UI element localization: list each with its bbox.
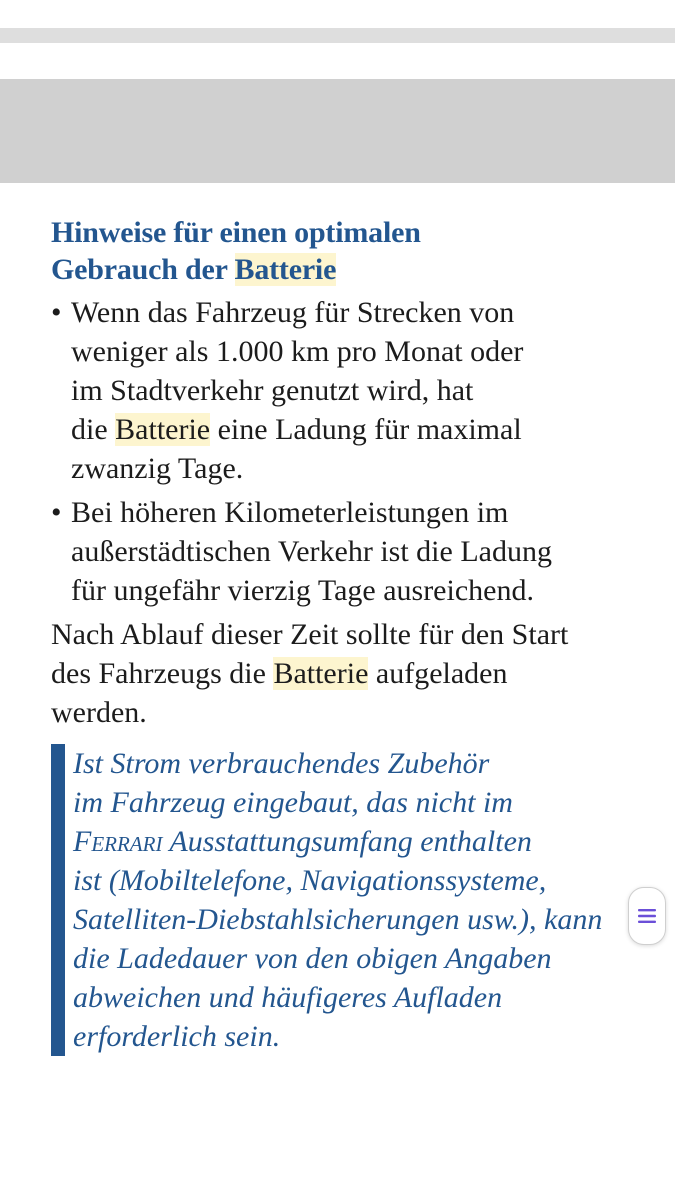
search-highlight: Batterie [115,413,211,446]
bullet-text-line: für ungefähr vierzig Tage ausreichend. [71,574,534,607]
bullet-item [51,493,661,610]
paragraph-line: des Fahrzeugs die [51,657,274,690]
menu-lines-icon [638,909,656,923]
note-line: Satelliten-Diebstahlsicherungen usw.), kann [73,903,603,936]
header-banner [0,79,675,183]
bullet-dot: • [51,296,62,329]
note-line: Ist Strom verbrauchendes Zubehör [73,747,490,780]
paragraph-line: werden. [51,696,147,729]
body-paragraph [51,615,661,732]
bullet-item [51,293,661,488]
heading-line-1: Hinweise für einen optimalen [51,216,421,249]
note-line: erforderlich sein. [73,1020,281,1053]
bullet-text-line: weniger als 1.000 km pro Monat oder [71,335,524,368]
note-line: abweichen und häufigeres Aufladen [73,981,503,1014]
note-line: ist (Mobiltelefone, Navigationssysteme, [73,864,547,897]
brand-name: Ferrari [73,825,163,858]
note-callout [51,744,633,1056]
bullet-text-line: die [71,413,116,446]
note-line: Ausstattungsumfang enthalten [162,825,532,858]
paragraph-line: Nach Ablauf dieser Zeit sollte für den Start [51,618,569,651]
heading-line-2: Gebrauch der [51,253,235,286]
bullet-text-line: Bei höheren Kilometerleistungen im [71,496,509,529]
note-line: im Fahrzeug eingebaut, das nicht im [73,786,513,819]
bullet-text-line: außerstädtischen Verkehr ist die Ladung [71,535,552,568]
top-status-strip [0,28,675,43]
bullet-list [51,293,661,610]
paragraph-line: aufgeladen [368,657,508,690]
bullet-text-line: zwanzig Tage. [71,452,244,485]
bullet-text-line: im Stadtverkehr genutzt wird, hat [71,374,474,407]
bullet-text-line: Wenn das Fahrzeug für Strecken von [71,296,515,329]
section-heading [51,214,661,288]
note-line: die Ladedauer von den obigen Angaben [73,942,552,975]
menu-button[interactable] [628,887,666,945]
bullet-dot: • [51,496,62,529]
search-highlight: Batterie [234,253,337,286]
bullet-text-line: eine Ladung für maximal [210,413,522,446]
document-content [51,214,661,1056]
search-highlight: Batterie [273,657,369,690]
